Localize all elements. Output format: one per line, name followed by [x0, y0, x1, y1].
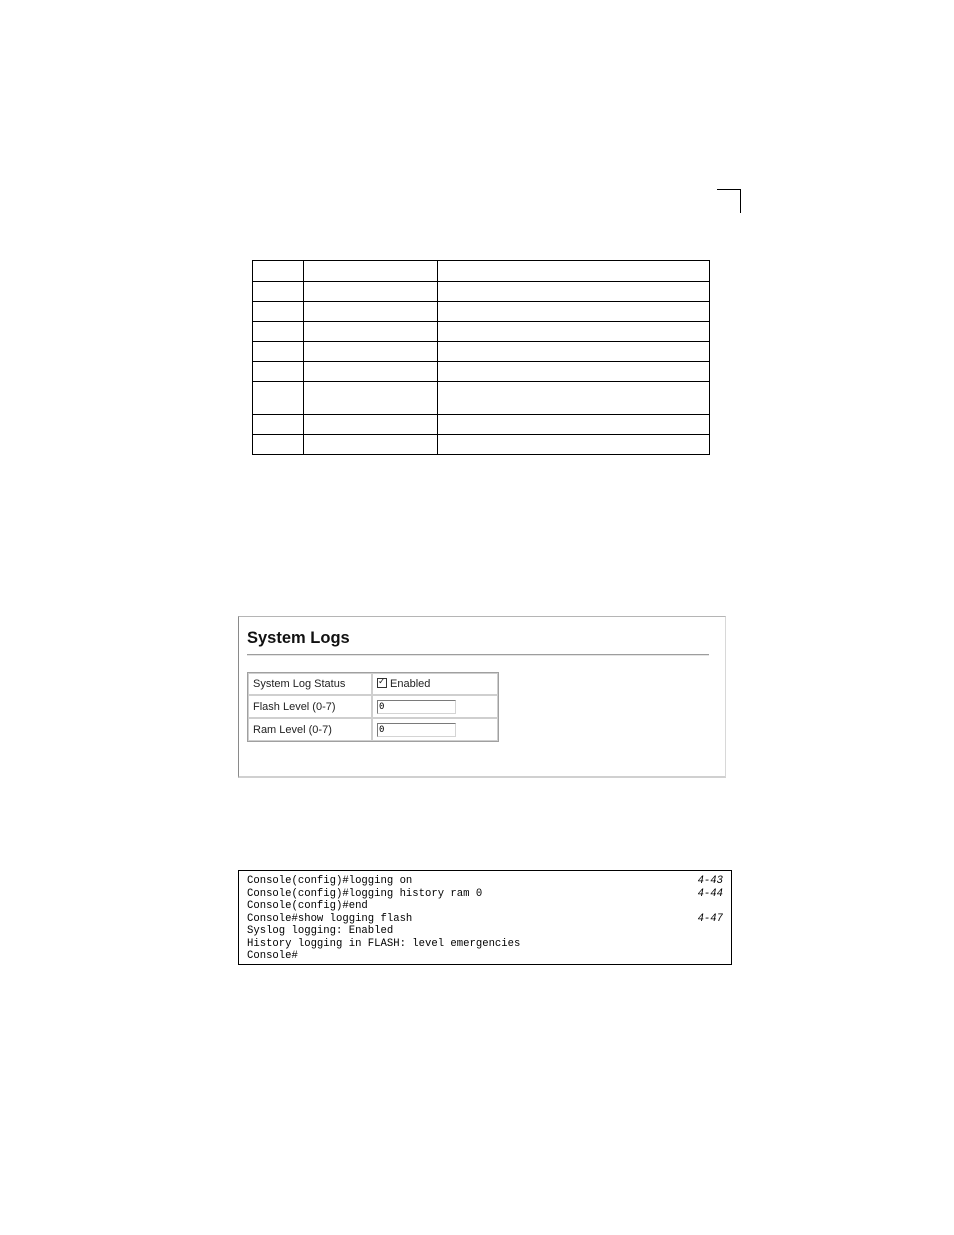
- table-cell: [253, 362, 304, 382]
- system-logs-panel: [238, 616, 726, 778]
- code-text: Console#show logging flash: [247, 912, 413, 925]
- table-cell: [253, 342, 304, 362]
- table-cell: [253, 302, 304, 322]
- code-line: [247, 875, 723, 887]
- table-row: [253, 342, 710, 362]
- code-line: [247, 913, 723, 925]
- code-text: Console(config)#logging history ram 0: [247, 887, 483, 900]
- status-row: [248, 673, 498, 695]
- ram-level-label: Ram Level (0-7): [248, 718, 372, 741]
- table-cell: [253, 382, 304, 415]
- table-row: [253, 322, 710, 342]
- status-cell: [372, 673, 498, 695]
- cli-example: [238, 870, 732, 965]
- status-label: System Log Status: [248, 673, 372, 695]
- code-line: [247, 950, 723, 962]
- table-cell: [304, 342, 438, 362]
- code-line: [247, 900, 723, 912]
- enabled-label[interactable]: Enabled: [390, 678, 431, 690]
- table-cell: [438, 435, 710, 455]
- table-cell: [304, 302, 438, 322]
- code-line: [247, 925, 723, 937]
- code-line: [247, 938, 723, 950]
- ram-level-cell: [372, 718, 498, 741]
- table-row: [253, 362, 710, 382]
- table-cell: [438, 342, 710, 362]
- code-line: [247, 888, 723, 900]
- table-cell: [438, 415, 710, 435]
- table-cell: [253, 322, 304, 342]
- table-cell: [253, 435, 304, 455]
- table-cell: [253, 261, 304, 282]
- table-cell: [304, 362, 438, 382]
- page-corner-mark: [717, 189, 741, 213]
- table-cell: [438, 261, 710, 282]
- code-text: Console(config)#logging on: [247, 875, 413, 887]
- code-text: Console(config)#end: [247, 900, 368, 912]
- table-cell: [438, 362, 710, 382]
- checkmark-icon: ✓: [378, 676, 386, 686]
- table-cell: [438, 322, 710, 342]
- ram-level-input[interactable]: [377, 723, 456, 737]
- table-cell: [438, 282, 710, 302]
- code-text: Syslog logging: Enabled: [247, 925, 394, 937]
- table-cell: [304, 322, 438, 342]
- flash-level-cell: [372, 695, 498, 718]
- table-cell: [253, 282, 304, 302]
- settings-table: [247, 672, 499, 742]
- flash-level-label: Flash Level (0-7): [248, 695, 372, 718]
- code-text: History logging in FLASH: level emergencies: [247, 937, 521, 950]
- panel-title: System Logs: [247, 629, 350, 647]
- table-cell: [304, 282, 438, 302]
- flash-level-input[interactable]: [377, 700, 456, 714]
- table-row: [253, 382, 710, 415]
- table-row: [253, 261, 710, 282]
- enabled-checkbox[interactable]: [377, 678, 387, 688]
- page-reference: 4-47: [697, 912, 723, 925]
- table-row: [253, 282, 710, 302]
- table-cell: [438, 382, 710, 415]
- table-cell: [253, 415, 304, 435]
- table-row: [253, 435, 710, 455]
- table-cell: [438, 302, 710, 322]
- code-text: Console#: [247, 950, 298, 962]
- table-row: [253, 302, 710, 322]
- table-cell: [304, 261, 438, 282]
- table-cell: [304, 382, 438, 415]
- table-cell: [304, 415, 438, 435]
- title-divider: [247, 654, 709, 656]
- empty-table: [252, 260, 710, 455]
- table-cell: [304, 435, 438, 455]
- page-reference: 4-43: [697, 875, 723, 887]
- ram-level-row: [248, 718, 498, 741]
- table-row: [253, 415, 710, 435]
- page-reference: 4-44: [697, 887, 723, 900]
- flash-level-row: [248, 695, 498, 718]
